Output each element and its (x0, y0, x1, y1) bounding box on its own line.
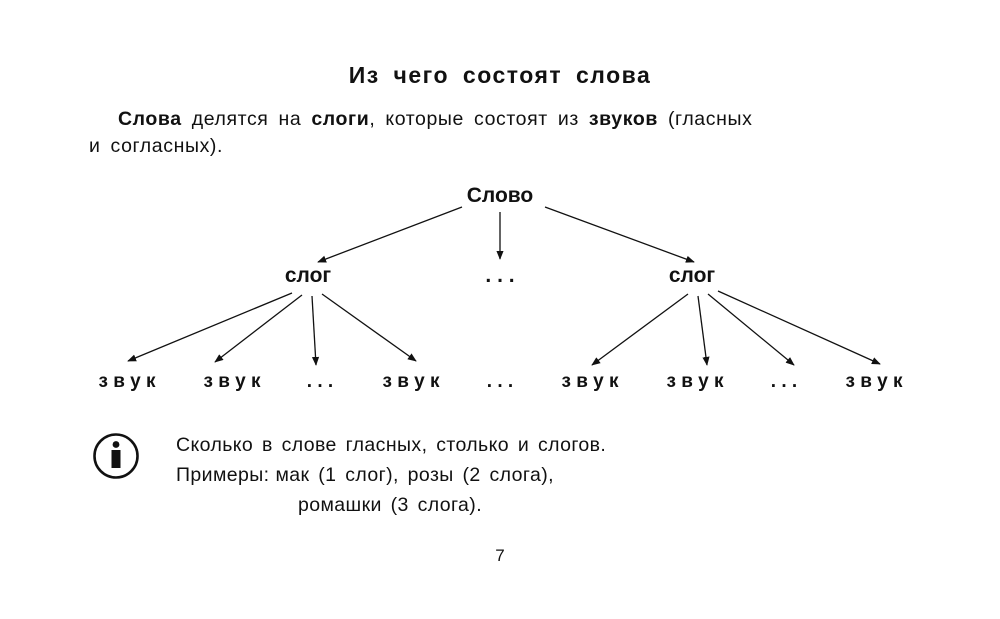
node-sound: з в у к (203, 371, 261, 392)
info-examples-label: Примеры: (176, 464, 270, 486)
intro-word-words: Слова (118, 108, 182, 130)
intro-text-2: , которые состоят из (369, 108, 589, 130)
info-examples-1: мак (1 слог), розы (2 слога), (275, 464, 554, 486)
arrow-syl-right-2 (698, 296, 707, 365)
intro-text-1: делятся на (181, 108, 312, 130)
node-sound: з в у к (98, 371, 156, 392)
node-sound-ellipsis: . . . (770, 371, 798, 392)
intro-word-sounds: звуков (588, 108, 658, 130)
arrow-syl-right-1 (592, 294, 688, 365)
page-number: 7 (495, 546, 505, 565)
node-syllable-right: слог (668, 264, 716, 287)
node-sound: з в у к (561, 371, 619, 392)
page-title: Из чего состоят слова (348, 62, 652, 88)
node-sound: з в у к (382, 371, 440, 392)
arrow-syl-left-4 (322, 294, 416, 361)
info-icon (92, 432, 140, 480)
arrow-root-left (318, 207, 462, 262)
arrow-syl-left-3 (312, 296, 316, 365)
node-sound: з в у к (666, 371, 724, 392)
node-word: Слово (466, 184, 534, 207)
arrow-syl-left-2 (215, 295, 302, 362)
arrow-syl-right-4 (718, 291, 880, 364)
intro-text-4: и согласных). (89, 135, 224, 157)
info-note (176, 430, 606, 520)
node-syllable-ellipsis: . . . (485, 264, 515, 287)
node-sound-ellipsis: . . . (306, 371, 334, 392)
node-sound-ellipsis: . . . (486, 371, 514, 392)
info-rule: Сколько в слове гласных, столько и слогов. (176, 434, 607, 456)
arrow-root-right (545, 207, 694, 262)
info-examples-2: ромашки (3 слога). (298, 494, 483, 516)
intro-word-syllables: слоги (311, 108, 370, 130)
arrow-syl-right-3 (708, 294, 794, 365)
node-sound: з в у к (845, 371, 903, 392)
info-examples-row (176, 460, 606, 490)
node-syllable-left: слог (284, 264, 332, 287)
arrow-syl-left-1 (128, 293, 292, 361)
intro-text-3: (гласных (657, 108, 753, 130)
